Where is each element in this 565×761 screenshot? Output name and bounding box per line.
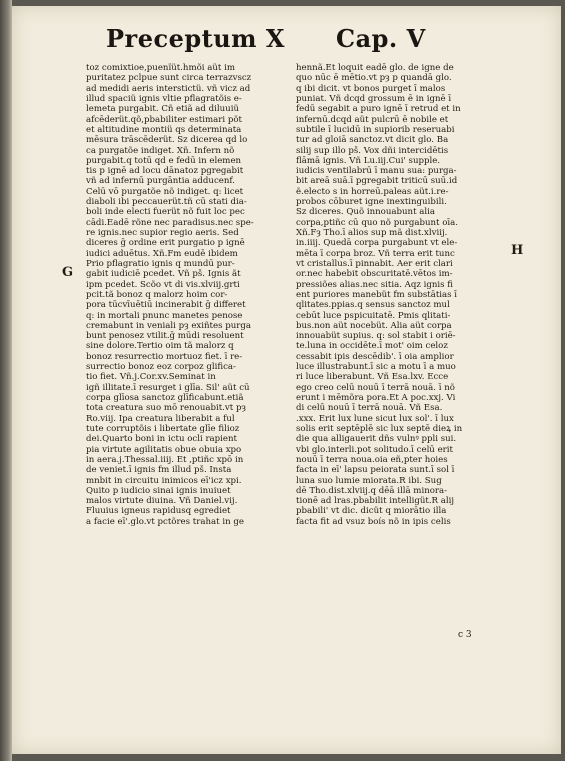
margin-letter-left: G bbox=[62, 265, 74, 280]
text-line: luna suo lumie miorata.R ibi. Sug bbox=[296, 475, 442, 486]
header-title-left: Preceptum X bbox=[106, 24, 286, 53]
text-line: dē Tho.dist.xlviij.q dēā illā minora- bbox=[296, 485, 448, 496]
text-column-left bbox=[86, 63, 289, 527]
text-line: a facie eī'.glo.vt pctõres trahat in ge bbox=[86, 516, 244, 527]
text-line: facta fit ad vsuz boís nõ in ipis celis bbox=[296, 516, 451, 527]
text-line: lemeta purgabit. Cñ etiã ad diluuiü bbox=[86, 104, 240, 115]
text-line: mēsura trāscēderüt. Sz dicerea qd lo bbox=[86, 135, 248, 146]
text-line: de veniet.ī ignis fm illud pš. Insta bbox=[86, 465, 232, 476]
text-line: vt cristallus.ī pinnabit. Aer erit clari bbox=[296, 258, 453, 269]
text-line: hennã.Et loquit eadē glo. de igne de bbox=[296, 63, 454, 73]
text-line: iudicis ventilabrū ī manu sua: purga- bbox=[296, 166, 457, 177]
text-line: re ignis.nec supior regio aeris. Sed bbox=[86, 228, 239, 238]
text-line: illud spaciü ignis vltie pflagratõis e- bbox=[86, 93, 242, 104]
text-line: gabit iudiciē pcedet. Vñ pš. Ignis ãt bbox=[86, 269, 241, 280]
text-line: q ibi dicit. vt bonos purget ī malos bbox=[296, 83, 446, 94]
text-line: cebūt luce pspicuitatē. Pmis qlitati- bbox=[296, 310, 451, 321]
book-page bbox=[12, 6, 561, 754]
text-line: infernū.dcqd aüt pulcrū ē nobile et bbox=[296, 114, 449, 125]
text-line: corpa glīosa sanctoz glīficabunt.etiã bbox=[86, 393, 244, 403]
page-gutter bbox=[0, 0, 12, 761]
text-line: bit areā suā.ī pgregabit triticū suū.id bbox=[296, 176, 458, 187]
text-line: bonoz resurrectio mortuoz fiet. ī re- bbox=[86, 351, 243, 362]
text-line: cremabunt in veniali pȝ exiñtes purga bbox=[86, 320, 252, 331]
text-line: vñ ad infernū purgāntia adducenf. bbox=[86, 176, 235, 187]
text-line: tota creatura suo mō renouabit.vt pȝ bbox=[86, 403, 246, 414]
header-title-right: Cap. V bbox=[336, 24, 426, 53]
text-line: Fluuius igneus rapidusq egrediet bbox=[86, 506, 231, 517]
text-line: toz comixtioe,puenïüt.hmõi aüt im bbox=[86, 63, 236, 73]
text-line: diaboli ibi peccauerüt.tñ cū stati dia- bbox=[86, 197, 247, 208]
text-line: in aera.j.Thessal.iiij. Et ,ptiñc xpō in bbox=[86, 454, 244, 465]
signature-mark: c 3 bbox=[458, 630, 472, 640]
text-line: corpa,ptiñc cū quo nõ purgabunt oīa. bbox=[296, 217, 458, 228]
text-column-right bbox=[296, 63, 496, 527]
text-line: subtile ī lucidū in supiorib reseruabi bbox=[296, 124, 455, 135]
text-line: nouū ī terra noua.oia eñ,pter hoies bbox=[296, 454, 448, 465]
text-line: erunt i mēmõra pora.Et A poc.xxj. Vi bbox=[296, 393, 456, 403]
text-line: ent puriores manebüt fm substātias ī bbox=[296, 289, 458, 300]
text-line: Quito p iudicio sinai ignis inuiuet bbox=[86, 485, 231, 496]
text-line: ri luce liberabunt. Vñ Esa.lxv. Ecce bbox=[296, 372, 449, 383]
text-line: te.luna in occidēte.ī mot' oim celoz bbox=[296, 341, 448, 352]
text-line: ad medidi aeris interstictü. vñ vicz ad bbox=[86, 83, 251, 94]
text-line: di celū nouū ī terrā nouā. Vñ Esa. bbox=[296, 403, 443, 414]
text-line: dei.Quarto boni in ictu ocli rapient bbox=[86, 434, 237, 445]
text-line: pora tūcvīuētiū incinerabit ḡ differet bbox=[86, 300, 246, 311]
text-line: bunt penosez vtilit.ḡ mūdi resoluent bbox=[86, 331, 244, 342]
text-line: flāmā ignis. Vñ Lu.iij.Cui' supple. bbox=[296, 155, 441, 166]
text-line: bus.non aüt nocebüt. Alia aüt corpa bbox=[296, 320, 452, 331]
text-line: in.iiij. Quedā corpa purgabunt vt ele- bbox=[296, 238, 458, 249]
text-line: diceres ḡ ordine erit purgatio p ignē bbox=[86, 238, 245, 249]
text-line: ipm pcedet. Scõo vt di vis.xlviij.grti bbox=[86, 279, 240, 290]
text-line: mnbit in circuitu inimicos eī'icz xpi. bbox=[86, 475, 242, 486]
text-line: afcēderüt.qõ,pbabiliter estimari pöt bbox=[86, 114, 242, 125]
text-line: tur ad gloiā sanctoz.vt dicit glo. Ba bbox=[296, 135, 449, 146]
text-line: quo nūc ē mētio.vt pȝ p quandā glo. bbox=[296, 73, 452, 84]
text-line: cādi.Eadē rõne nec paradisus.nec spe- bbox=[86, 217, 254, 228]
text-line: igñ illitate.ī resurget i glīa. Sil' aüt cū bbox=[86, 382, 250, 393]
text-line: Ro.viij. Ipa creatura liberabit a ful bbox=[86, 413, 235, 424]
text-line: boli inde electi fuerüt nõ fuit loc pec bbox=[86, 207, 245, 218]
text-line: pcit.tã bonoz q malorz hoim cor- bbox=[86, 289, 228, 300]
text-line: et altitudine montiü qs determinata bbox=[86, 124, 242, 135]
text-line: tionē ad lras.pbabilit intelligüt.R alij bbox=[296, 496, 455, 507]
text-line: Celū vō purgatõe nõ indiget. q: licet bbox=[86, 186, 244, 197]
text-line: probos cōburet igne inextinguibili. bbox=[296, 197, 447, 208]
margin-letter-right: H bbox=[511, 243, 524, 258]
text-line: malos virtute diuina. Vñ Daniel.vij. bbox=[86, 496, 238, 507]
text-line: vbi glo.interli.pot solitudo.ī celū erit bbox=[296, 444, 453, 455]
text-line: Xñ.Fȝ Tho.ī alios sup mã dist.xlviij. bbox=[296, 228, 448, 238]
text-line: ca purgatõe indiget. Xñ. Infern nõ bbox=[86, 145, 235, 156]
text-line: silij sup illo pš. Vox dñi intercidētis bbox=[296, 145, 449, 156]
text-line: q: in mortali pnunc manetes penose bbox=[86, 310, 243, 321]
text-line: sine dolore.Tertio oim tã malorz q bbox=[86, 341, 234, 352]
text-line: pressiões alias.nec sitia. Aqz ignis fi bbox=[296, 279, 454, 290]
text-line: purgabit.q totū qd e fedū in elemen bbox=[86, 155, 242, 166]
text-line: surrectio bonoz eoz corpoz glifica- bbox=[86, 362, 236, 373]
text-line: pbabili' vt dic. dicüt q miorātio illa bbox=[296, 506, 447, 517]
text-line: puniat. Vñ dcqd grossum ē in ignē ī bbox=[296, 93, 452, 104]
text-line: die qua alligauerit dñs vulnꝰ ppli sui. bbox=[296, 434, 457, 445]
text-line: mēta ī corpa broz. Vñ terra erit tunc bbox=[296, 248, 455, 259]
text-line: tis p ignē ad locu dānatoz pgregabit bbox=[86, 166, 244, 177]
text-line: pia virtute agilitatis obue obuia xpo bbox=[86, 444, 242, 455]
text-line: ego creo celū nouū ī terrā nouā. ī nõ bbox=[296, 382, 455, 393]
text-line: ẽ.electo s in horreū.paleas aüt.i.re- bbox=[296, 186, 449, 197]
text-line: .xxx. Erit lux lune sicut lux sol'. ī lux bbox=[296, 413, 454, 424]
text-line: Prio pflagratio ignis q mundū pur- bbox=[86, 258, 235, 269]
text-line: puritatez pclpue sunt circa terrazvscz bbox=[86, 73, 252, 84]
text-line: tute corruptõis i libertate glīe filioz bbox=[86, 423, 240, 434]
text-line: fedū segabit a puro ignē ī retrud et in bbox=[296, 104, 461, 115]
running-header bbox=[12, 24, 561, 58]
text-line: tio fiet. Vñ.j.Cor.xv.Seminat in bbox=[86, 372, 216, 383]
text-line: cessabit ipis descēdib'. ī oia amplior bbox=[296, 351, 454, 362]
text-line: solis erit septēplē sic lux septē dieꝝ in bbox=[296, 423, 463, 434]
text-line: luce illustrabunt.ī sic a motu ī a muo bbox=[296, 362, 456, 373]
text-line: facta in eī' lapsu peiorata sunt.ī sol ī bbox=[296, 465, 455, 476]
text-line: Sz diceres. Quõ innouabunt alia bbox=[296, 207, 435, 218]
text-line: iudici aduētus. Xñ.Fm eudē ibidem bbox=[86, 248, 238, 259]
text-line: or.nec habebit obscuritatē.vētos im- bbox=[296, 269, 453, 280]
text-line: innouabüt supius. q: sol stabit i oriē- bbox=[296, 331, 456, 342]
text-line: qlitates.ppias.q sensus sanctoz mul bbox=[296, 300, 450, 311]
